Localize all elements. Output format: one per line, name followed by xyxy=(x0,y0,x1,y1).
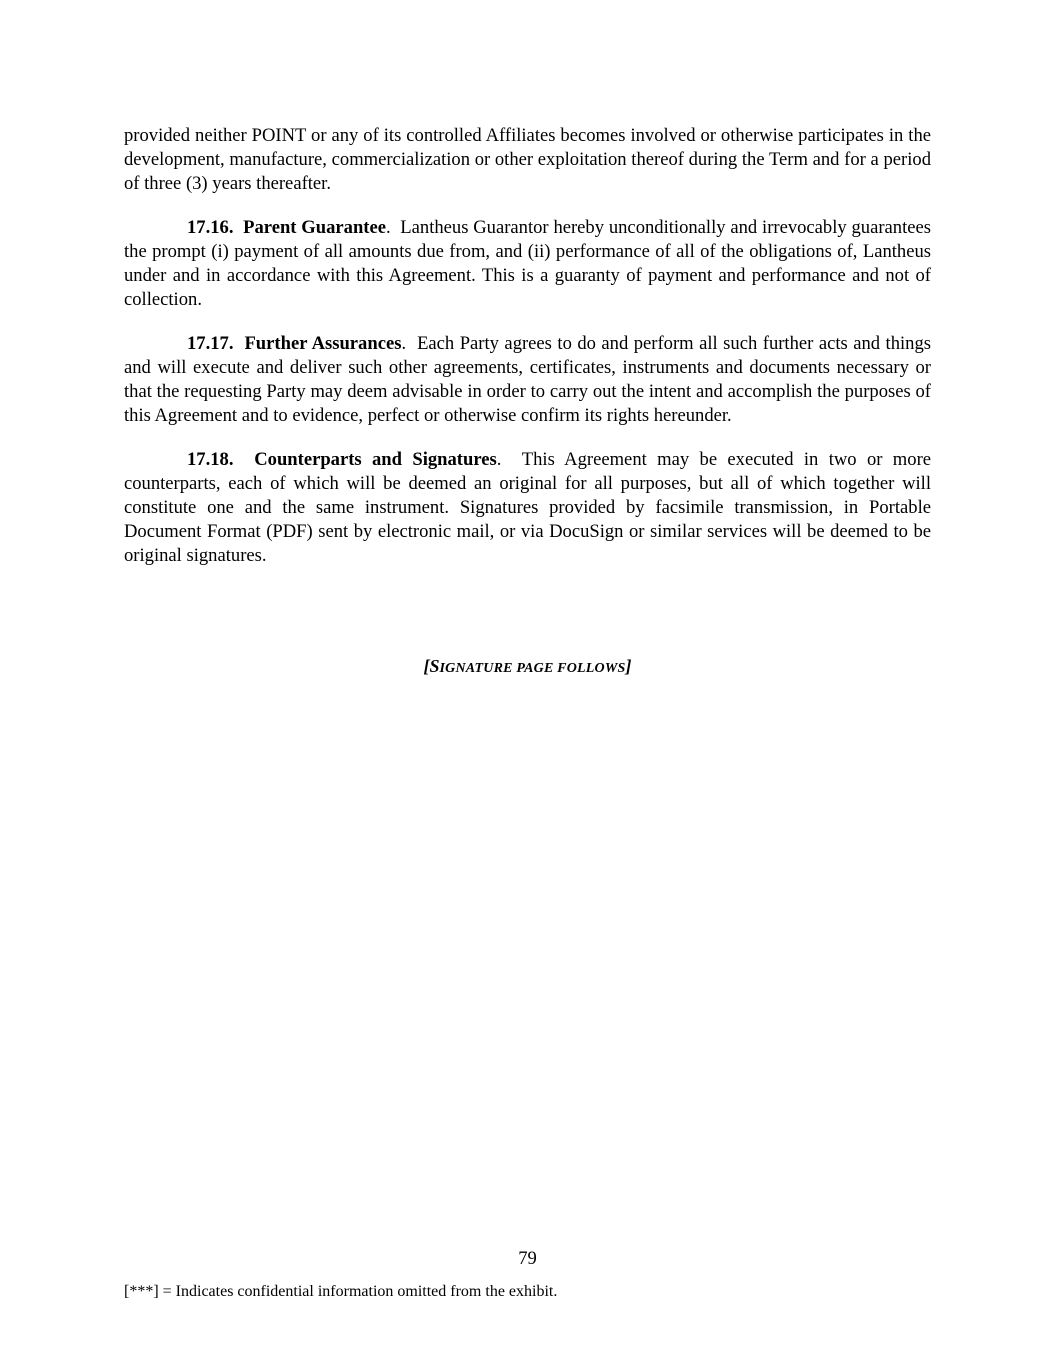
signature-lead-letter: S xyxy=(429,656,440,676)
section-17-18-body: This Agreement may be executed in two or more counterparts, each of which will be deemed an original for all purposes, but all of which together will constitute one and the same instrument. Signatures provided by facsimile transmission, in Portable Document Format (PDF) sent by electronic mail, or via DocuSign or similar services will be deemed to be original signatures. xyxy=(124,449,932,566)
page-number: 79 xyxy=(518,1248,537,1269)
section-17-16-number: 17.16. xyxy=(187,217,234,238)
section-17-17-number: 17.17. xyxy=(187,333,234,354)
section-17-17: 17.17. Further Assurances. Each Party agrees to do and perform all such further acts and things and will execute and deliver such other agreements, certificates, instruments and documents necessary or that the requesting Party may deem advisable in order to carry out the intent and accomplish the purposes of this Agreement and to evidence, perfect or otherwise confirm its rights hereunder. xyxy=(124,333,931,426)
section-17-16: 17.16. Parent Guarantee. Lantheus Guarantor hereby unconditionally and irrevocably guarantees the prompt (i) payment of all amounts due from, and (ii) performance of all of the obligations of, Lantheus under and in accordance with this Agreement. This is a guaranty of payment and performance and not of collection. xyxy=(124,217,932,310)
confidentiality-footnote: [***] = Indicates confidential information omitted from the exhibit. xyxy=(124,1283,558,1300)
section-17-18: 17.18. Counterparts and Signatures. This Agreement may be executed in two or more counterparts, each of which will be deemed an original for all purposes, but all of which together will constitute one and the same instrument. Signatures provided by facsimile transmission, in Portable Document Format (PDF) sent by electronic mail, or via DocuSign or similar services will be deemed to be original signatures. xyxy=(124,449,932,566)
intro-paragraph: provided neither POINT or any of its controlled Affiliates becomes involved or otherwise participates in the development, manufacture, commercialization or other exploitation thereof during the Term and for a period of three (3) years thereafter. xyxy=(124,125,931,194)
signature-page-follows xyxy=(0,656,1055,677)
section-17-18-title: Counterparts and Signatures xyxy=(254,449,497,470)
signature-close-bracket: ] xyxy=(625,656,632,676)
section-17-17-heading xyxy=(187,333,401,354)
section-17-18-heading xyxy=(187,449,497,470)
section-17-17-title: Further Assurances xyxy=(244,333,402,354)
section-17-16-body: Lantheus Guarantor hereby unconditionally and irrevocably guarantees the prompt (i) payment of all amounts due from, and (ii) performance of all of the obligations of, Lantheus under and in accordance with this Agreement. This is a guaranty of payment and performance and not of collection. xyxy=(124,217,932,310)
signature-open-bracket: [ xyxy=(423,656,430,676)
section-17-16-title: Parent Guarantee xyxy=(243,217,386,238)
signature-rest: IGNATURE PAGE FOLLOWS xyxy=(439,661,626,676)
section-17-17-body: Each Party agrees to do and perform all such further acts and things and will execute and deliver such other agreements, certificates, instruments and documents necessary or that the requesting Party may deem advisable in order to carry out the intent and accomplish the purposes of this Agreement and to evidence, perfect or otherwise confirm its rights hereunder. xyxy=(124,333,931,426)
section-17-16-heading xyxy=(187,217,386,238)
section-17-18-number: 17.18. xyxy=(187,449,234,470)
document-body xyxy=(124,124,931,588)
